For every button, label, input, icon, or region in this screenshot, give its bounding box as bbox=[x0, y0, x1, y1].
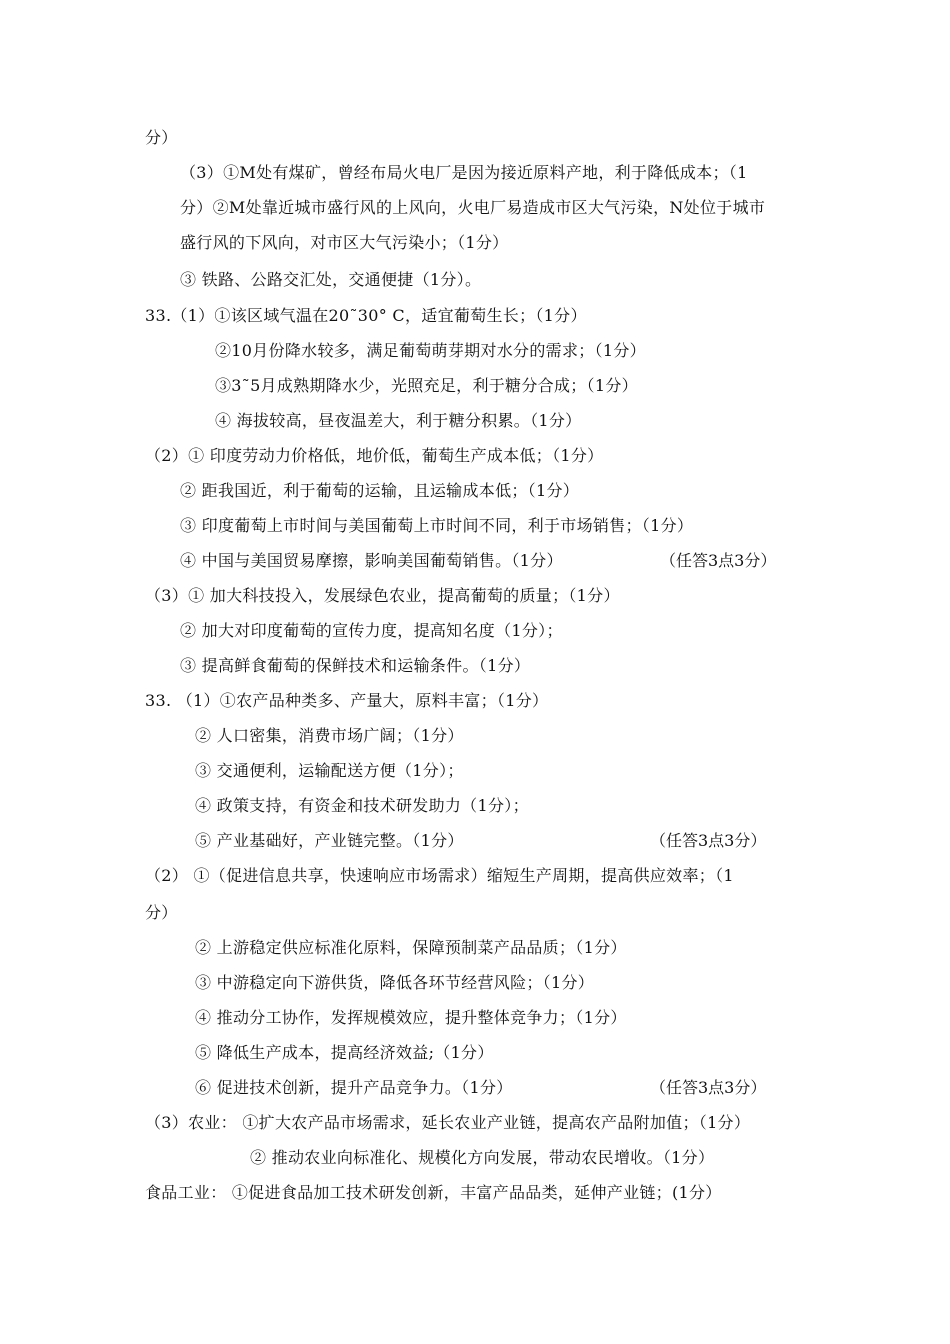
text-line: （3）① 加大科技投入，发展绿色农业，提高葡萄的质量；（1分） bbox=[145, 586, 620, 605]
text-line: （2）① 印度劳动力价格低，地价低，葡萄生产成本低；（1分） bbox=[145, 446, 604, 465]
text-line: ② 人口密集，消费市场广阔；（1分） bbox=[195, 726, 464, 745]
text-line: ③ 中游稳定向下游供货，降低各环节经营风险；（1分） bbox=[195, 973, 595, 992]
text-line: ③ 铁路、公路交汇处，交通便捷（1分）。 bbox=[180, 270, 482, 289]
text-line: ② 推动农业向标准化、规模化方向发展，带动农民增收。（1分） bbox=[250, 1148, 715, 1167]
text-line: 分） bbox=[145, 128, 178, 147]
text-line: ④ 海拔较高，昼夜温差大，利于糖分积累。（1分） bbox=[215, 411, 582, 430]
score-note: （任答3点3分） bbox=[650, 1078, 767, 1097]
text-line: （2） ①（促进信息共享，快速响应市场需求）缩短生产周期，提高供应效率；（1 bbox=[145, 866, 734, 885]
text-line: 分） bbox=[145, 903, 178, 922]
text-line: 33.（1）①该区域气温在20˜30° C，适宜葡萄生长；（1分） bbox=[145, 306, 587, 325]
text-line: ②10月份降水较多，满足葡萄萌芽期对水分的需求；（1分） bbox=[215, 341, 646, 360]
text-line: 食品工业： ①促进食品加工技术研发创新，丰富产品品类，延伸产业链；(1分） bbox=[145, 1183, 722, 1202]
text-line: ⑤ 降低生产成本，提高经济效益;（1分） bbox=[195, 1043, 494, 1062]
text-line: 盛行风的下风向，对市区大气污染小；（1分） bbox=[180, 233, 509, 252]
text-line: 分）②M处靠近城市盛行风的上风向，火电厂易造成市区大气污染，N处位于城市 bbox=[180, 198, 766, 217]
text-line: ② 上游稳定供应标准化原料，保障预制菜产品品质；（1分） bbox=[195, 938, 627, 957]
score-note: （任答3点3分） bbox=[660, 551, 777, 570]
text-line: ② 加大对印度葡萄的宣传力度，提高知名度（1分）； bbox=[180, 621, 563, 640]
text-line: ④ 政策支持，有资金和技术研发助力（1分）； bbox=[195, 796, 529, 815]
text-line: ④ 中国与美国贸易摩擦，影响美国葡萄销售。（1分） bbox=[180, 551, 563, 570]
text-line: ③ 印度葡萄上市时间与美国葡萄上市时间不同，利于市场销售；（1分） bbox=[180, 516, 694, 535]
text-line: ② 距我国近，利于葡萄的运输，且运输成本低；（1分） bbox=[180, 481, 580, 500]
text-line: ④ 推动分工协作，发挥规模效应，提升整体竞争力；（1分） bbox=[195, 1008, 627, 1027]
text-line: ③ 提高鲜食葡萄的保鲜技术和运输条件。（1分） bbox=[180, 656, 531, 675]
text-line: ⑥ 促进技术创新，提升产品竞争力。（1分） bbox=[195, 1078, 513, 1097]
text-line: 33. （1）①农产品种类多、产量大，原料丰富；（1分） bbox=[145, 691, 549, 710]
text-line: （3）农业： ①扩大农产品市场需求，延长农业产业链，提高农产品附加值；（1分） bbox=[145, 1113, 751, 1132]
text-line: ⑤ 产业基础好，产业链完整。（1分） bbox=[195, 831, 464, 850]
text-line: ③ 交通便利，运输配送方便（1分）； bbox=[195, 761, 464, 780]
text-line: ③3˜5月成熟期降水少，光照充足，利于糖分合成；（1分） bbox=[215, 376, 638, 395]
score-note: （任答3点3分） bbox=[650, 831, 767, 850]
text-line: （3）①M处有煤矿，曾经布局火电厂是因为接近原料产地，利于降低成本；（1 bbox=[180, 163, 748, 182]
